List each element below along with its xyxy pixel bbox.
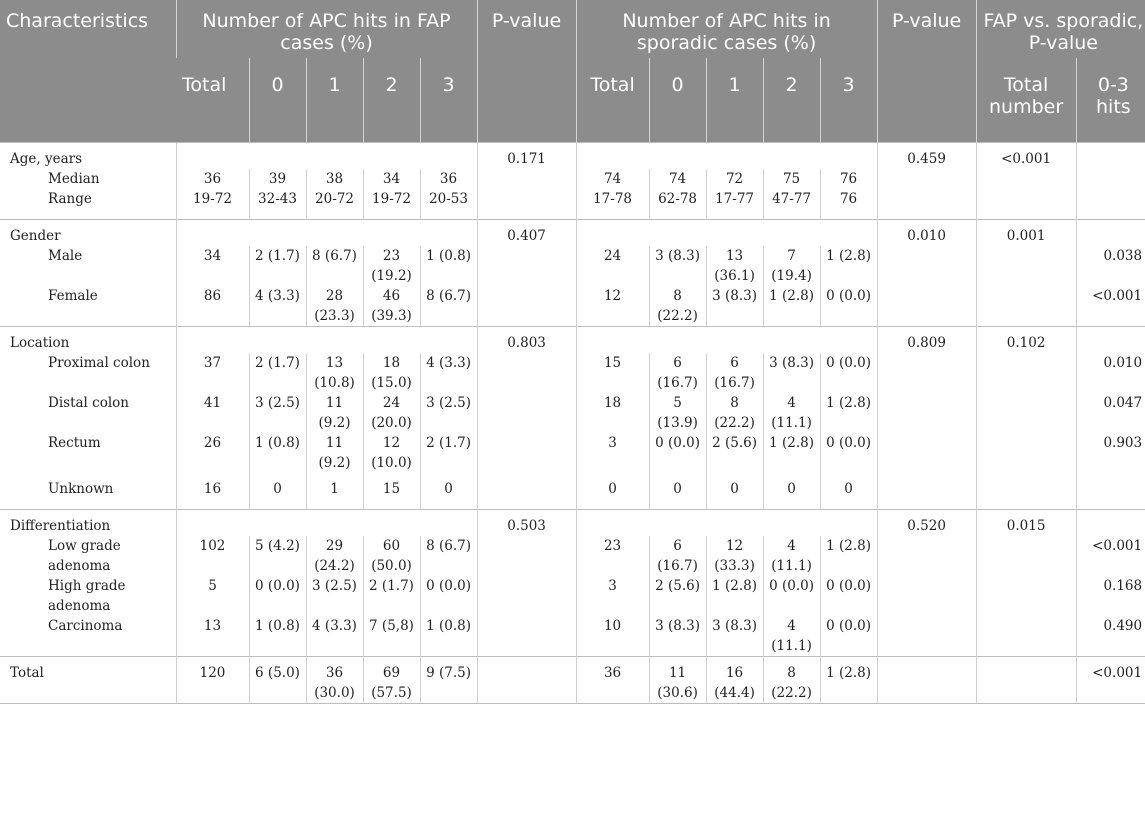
cell: 76 bbox=[820, 169, 877, 189]
pvalue-spor-gender: 0.010 bbox=[877, 219, 976, 326]
cell: 15 bbox=[363, 473, 420, 510]
cell: 60 (50.0) bbox=[363, 536, 420, 576]
pvalue-fap-location: 0.803 bbox=[477, 326, 576, 509]
cell: 3 (8.3) bbox=[649, 246, 706, 286]
header-total-number: Total number bbox=[976, 58, 1076, 142]
table-row bbox=[0, 656, 1145, 703]
cell: 3 bbox=[576, 433, 649, 473]
hits-rectum: 0.903 bbox=[1076, 433, 1145, 473]
cell: 4 (11.1) bbox=[763, 536, 820, 576]
row-label-male: Male bbox=[48, 247, 83, 264]
hits-high-grade: 0.168 bbox=[1076, 576, 1145, 616]
cell: 2 (5.6) bbox=[649, 576, 706, 616]
row-label-total: Total bbox=[0, 656, 176, 703]
cell: 5 (13.9) bbox=[649, 393, 706, 433]
header-fap-0: 0 bbox=[249, 58, 306, 142]
cell: 18 (15.0) bbox=[363, 353, 420, 393]
table-row bbox=[0, 509, 1145, 536]
cell: 8 (6.7) bbox=[306, 246, 363, 286]
cell: 8 (6.7) bbox=[420, 286, 477, 327]
cell: 5 bbox=[176, 576, 249, 616]
cell: 23 bbox=[576, 536, 649, 576]
cell: 1 (0.8) bbox=[420, 246, 477, 286]
cell: 0 bbox=[763, 473, 820, 510]
cell: 41 bbox=[176, 393, 249, 433]
cell: 1 (2.8) bbox=[820, 656, 877, 703]
cell: 17-78 bbox=[576, 189, 649, 220]
table-row bbox=[0, 219, 1145, 246]
pvalue-spor-age: 0.459 bbox=[877, 142, 976, 219]
cell: 0 (0.0) bbox=[420, 576, 477, 616]
header-sporadic-group: Number of APC hits in sporadic cases (%) bbox=[576, 0, 877, 58]
header-fap-vs-sporadic: FAP vs. sporadic, P-value bbox=[976, 0, 1145, 58]
cell: 37 bbox=[176, 353, 249, 393]
cell: 13 (36.1) bbox=[706, 246, 763, 286]
pvalue-fap-gender: 0.407 bbox=[477, 219, 576, 326]
header-pvalue-fap: P-value bbox=[477, 0, 576, 142]
cell: 74 bbox=[649, 169, 706, 189]
cell: 1 bbox=[306, 473, 363, 510]
cell: 8 (22.2) bbox=[763, 656, 820, 703]
cell: 36 bbox=[576, 656, 649, 703]
header-fap-2: 2 bbox=[363, 58, 420, 142]
cell: 0 (0.0) bbox=[249, 576, 306, 616]
cell: 0 bbox=[706, 473, 763, 510]
cell: 6 (5.0) bbox=[249, 656, 306, 703]
cell: 3 (2.5) bbox=[306, 576, 363, 616]
cell: 0 (0.0) bbox=[820, 616, 877, 657]
cell: 0 (0.0) bbox=[820, 353, 877, 393]
cell: 9 (7.5) bbox=[420, 656, 477, 703]
cell: 2 (1.7) bbox=[249, 246, 306, 286]
cell: 38 bbox=[306, 169, 363, 189]
row-label-high-grade: High grade adenoma bbox=[48, 577, 126, 614]
cell: 2 (1.7) bbox=[249, 353, 306, 393]
cell: 0 (0.0) bbox=[820, 286, 877, 327]
cell: 4 (3.3) bbox=[249, 286, 306, 327]
header-fap-1: 1 bbox=[306, 58, 363, 142]
cell: 0 bbox=[649, 473, 706, 510]
cell: 34 bbox=[176, 246, 249, 286]
header-characteristics: Characteristics bbox=[0, 0, 176, 142]
cell: 32-43 bbox=[249, 189, 306, 220]
cell: 1 (2.8) bbox=[763, 433, 820, 473]
header-0-3-hits: 0-3 hits bbox=[1076, 58, 1145, 142]
cell: 13 bbox=[176, 616, 249, 657]
row-label-low-grade: Low grade adenoma bbox=[48, 537, 121, 574]
cell: 0 bbox=[576, 473, 649, 510]
header-spor-total: Total bbox=[576, 58, 649, 142]
cell: 102 bbox=[176, 536, 249, 576]
cell: 1 (0.8) bbox=[249, 616, 306, 657]
header-fap-3: 3 bbox=[420, 58, 477, 142]
row-label-unknown: Unknown bbox=[48, 480, 114, 497]
cell: 6 (16.7) bbox=[649, 353, 706, 393]
cell: 20-53 bbox=[420, 189, 477, 220]
cell: 0 (0.0) bbox=[820, 576, 877, 616]
row-label-female: Female bbox=[48, 287, 98, 304]
cell: 19-72 bbox=[363, 189, 420, 220]
cell: 12 (33.3) bbox=[706, 536, 763, 576]
header-spor-3: 3 bbox=[820, 58, 877, 142]
cell: 4 (11.1) bbox=[763, 616, 820, 657]
cell: 1 (0.8) bbox=[420, 616, 477, 657]
table-row bbox=[0, 142, 1145, 169]
row-label-location: Location bbox=[0, 326, 176, 353]
cell: 34 bbox=[363, 169, 420, 189]
cell: 13 (10.8) bbox=[306, 353, 363, 393]
row-label-gender: Gender bbox=[0, 219, 176, 246]
hits-female: <0.001 bbox=[1076, 286, 1145, 327]
cell: 36 bbox=[176, 169, 249, 189]
cell: 0 (0.0) bbox=[649, 433, 706, 473]
cell: 11 (30.6) bbox=[649, 656, 706, 703]
cell: 2 (1.7) bbox=[420, 433, 477, 473]
cell: 1 (2.8) bbox=[820, 393, 877, 433]
cell: 1 (2.8) bbox=[763, 286, 820, 327]
total-number-diff: 0.015 bbox=[976, 509, 1076, 656]
table-header bbox=[0, 0, 1145, 142]
cell: 8 (6.7) bbox=[420, 536, 477, 576]
cell: 3 (2.5) bbox=[249, 393, 306, 433]
cell: 20-72 bbox=[306, 189, 363, 220]
pvalue-spor-location: 0.809 bbox=[877, 326, 976, 509]
cell: 75 bbox=[763, 169, 820, 189]
row-label-proximal: Proximal colon bbox=[48, 354, 150, 371]
hits-unknown bbox=[1076, 473, 1145, 510]
total-number-age: <0.001 bbox=[976, 142, 1076, 219]
cell: 0 bbox=[420, 473, 477, 510]
header-spor-2: 2 bbox=[763, 58, 820, 142]
row-label-distal: Distal colon bbox=[48, 394, 129, 411]
cell: 1 (2.8) bbox=[706, 576, 763, 616]
cell: 36 bbox=[420, 169, 477, 189]
cell: 86 bbox=[176, 286, 249, 327]
cell: 12 (10.0) bbox=[363, 433, 420, 473]
header-spor-1: 1 bbox=[706, 58, 763, 142]
cell: 5 (4.2) bbox=[249, 536, 306, 576]
cell: 7 (5,8) bbox=[363, 616, 420, 657]
cell: 19-72 bbox=[176, 189, 249, 220]
cell: 1 (2.8) bbox=[820, 536, 877, 576]
cell: 62-78 bbox=[649, 189, 706, 220]
cell: 3 (8.3) bbox=[649, 616, 706, 657]
cell: 74 bbox=[576, 169, 649, 189]
cell: 0 bbox=[249, 473, 306, 510]
cell: 76 bbox=[820, 189, 877, 220]
row-label-median: Median bbox=[48, 170, 100, 187]
cell: 7 (19.4) bbox=[763, 246, 820, 286]
hits-male: 0.038 bbox=[1076, 246, 1145, 286]
cell: 3 (8.3) bbox=[706, 616, 763, 657]
cell: 2 (5.6) bbox=[706, 433, 763, 473]
cell: 1 (2.8) bbox=[820, 246, 877, 286]
total-number-gender: 0.001 bbox=[976, 219, 1076, 326]
cell: 24 (20.0) bbox=[363, 393, 420, 433]
pvalue-fap-diff: 0.503 bbox=[477, 509, 576, 656]
cell: 3 bbox=[576, 576, 649, 616]
cell: 24 bbox=[576, 246, 649, 286]
cell: 0 bbox=[820, 473, 877, 510]
cell: 11 (9.2) bbox=[306, 393, 363, 433]
header-fap-group: Number of APC hits in FAP cases (%) bbox=[176, 0, 477, 58]
row-label-age: Age, years bbox=[0, 142, 176, 169]
cell: 23 (19.2) bbox=[363, 246, 420, 286]
cell: 47-77 bbox=[763, 189, 820, 220]
cell: 3 (8.3) bbox=[763, 353, 820, 393]
cell: 26 bbox=[176, 433, 249, 473]
pvalue-fap-age: 0.171 bbox=[477, 142, 576, 219]
cell: 10 bbox=[576, 616, 649, 657]
table-body bbox=[0, 142, 1145, 703]
cell: 6 (16.7) bbox=[706, 353, 763, 393]
hits-carcinoma: 0.490 bbox=[1076, 616, 1145, 657]
cell: 6 (16.7) bbox=[649, 536, 706, 576]
row-label-rectum: Rectum bbox=[48, 434, 101, 451]
cell: 69 (57.5) bbox=[363, 656, 420, 703]
cell: 0 (0.0) bbox=[763, 576, 820, 616]
cell: 39 bbox=[249, 169, 306, 189]
cell: 8 (22.2) bbox=[649, 286, 706, 327]
cell: 29 (24.2) bbox=[306, 536, 363, 576]
hits-distal: 0.047 bbox=[1076, 393, 1145, 433]
row-label-carcinoma: Carcinoma bbox=[48, 617, 123, 634]
header-pvalue-sporadic: P-value bbox=[877, 0, 976, 142]
cell: 15 bbox=[576, 353, 649, 393]
cell: 3 (2.5) bbox=[420, 393, 477, 433]
cell: 4 (3.3) bbox=[306, 616, 363, 657]
cell: 72 bbox=[706, 169, 763, 189]
cell: 8 (22.2) bbox=[706, 393, 763, 433]
hits-low-grade: <0.001 bbox=[1076, 536, 1145, 576]
row-label-range: Range bbox=[48, 190, 92, 207]
cell: 28 (23.3) bbox=[306, 286, 363, 327]
cell: 16 bbox=[176, 473, 249, 510]
hits-total: <0.001 bbox=[1076, 656, 1145, 703]
header-fap-total: Total bbox=[176, 58, 249, 142]
cell: 120 bbox=[176, 656, 249, 703]
cell: 4 (3.3) bbox=[420, 353, 477, 393]
cell: 16 (44.4) bbox=[706, 656, 763, 703]
hits-proximal: 0.010 bbox=[1076, 353, 1145, 393]
cell: 17-77 bbox=[706, 189, 763, 220]
cell: 1 (0.8) bbox=[249, 433, 306, 473]
table-row bbox=[0, 326, 1145, 353]
cell: 11 (9.2) bbox=[306, 433, 363, 473]
cell: 12 bbox=[576, 286, 649, 327]
cell: 36 (30.0) bbox=[306, 656, 363, 703]
total-number-location: 0.102 bbox=[976, 326, 1076, 509]
cell: 46 (39.3) bbox=[363, 286, 420, 327]
cell: 18 bbox=[576, 393, 649, 433]
cell: 0 (0.0) bbox=[820, 433, 877, 473]
pvalue-spor-diff: 0.520 bbox=[877, 509, 976, 656]
cell: 3 (8.3) bbox=[706, 286, 763, 327]
header-spor-0: 0 bbox=[649, 58, 706, 142]
cell: 4 (11.1) bbox=[763, 393, 820, 433]
row-label-differentiation: Differentiation bbox=[0, 509, 176, 536]
cell: 2 (1.7) bbox=[363, 576, 420, 616]
